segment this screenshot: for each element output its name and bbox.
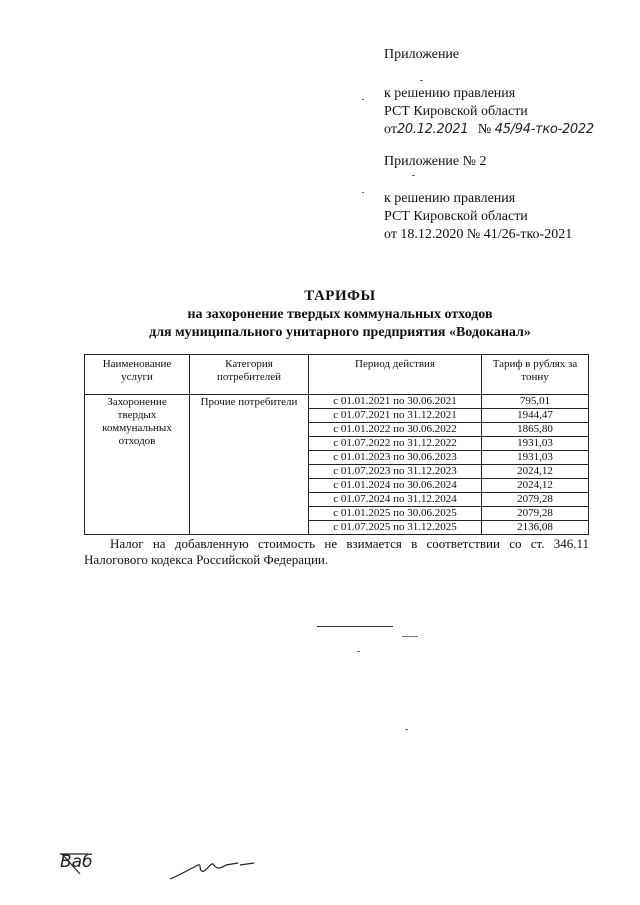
scan-speck xyxy=(362,192,364,193)
cell-tariff: 795,01 xyxy=(482,395,589,409)
cell-tariff: 2079,28 xyxy=(482,493,589,507)
cell-tariff: 1865,80 xyxy=(482,423,589,437)
vat-note xyxy=(84,536,589,568)
scan-speck xyxy=(420,80,423,81)
header-category: Категория потребителей xyxy=(190,355,309,395)
decision-line-2: к решению правления xyxy=(384,191,516,206)
header-period: Период действия xyxy=(309,355,482,395)
cell-period: с 01.01.2025 по 30.06.2025 xyxy=(309,507,482,521)
header-service: Наименование услуги xyxy=(85,355,190,395)
scan-speck xyxy=(405,729,408,730)
document-subtitle-2: для муниципального унитарного предприятия «Водоканал» xyxy=(149,325,531,340)
scan-speck xyxy=(362,99,364,100)
number-prefix: № xyxy=(477,122,492,137)
separator-line xyxy=(317,626,393,627)
cell-tariff: 2024,12 xyxy=(482,479,589,493)
cell-tariff: 1931,03 xyxy=(482,451,589,465)
cell-period: с 01.07.2024 по 31.12.2024 xyxy=(309,493,482,507)
date-prefix: от xyxy=(384,122,397,137)
table-row xyxy=(85,395,589,409)
org-line: РСТ Кировской области xyxy=(384,104,528,119)
tariff-table-body xyxy=(85,395,589,535)
table-header-row xyxy=(85,355,589,395)
handwritten-date: 20.12.2021 xyxy=(396,122,469,137)
vat-note-text: Налог на добавленную стоимость не взимается в соответствии со ст. 346.11 Налогового кодекса Российской Федерации. xyxy=(84,536,589,567)
signature-mark xyxy=(168,855,258,885)
decision-date-line xyxy=(384,121,594,139)
cell-tariff: 1931,03 xyxy=(482,437,589,451)
cell-period: с 01.07.2023 по 31.12.2023 xyxy=(309,465,482,479)
header-tariff: Тариф в рублях за тонну xyxy=(482,355,589,395)
scan-speck xyxy=(357,651,360,652)
cell-tariff: 1944,47 xyxy=(482,409,589,423)
cell-period: с 01.07.2021 по 31.12.2021 xyxy=(309,409,482,423)
cell-tariff: 2024,12 xyxy=(482,465,589,479)
handwritten-number: 45/94-тко-2022 xyxy=(494,122,594,137)
cell-period: с 01.01.2024 по 30.06.2024 xyxy=(309,479,482,493)
separator-dash xyxy=(402,636,418,637)
cell-period: с 01.07.2025 по 31.12.2025 xyxy=(309,521,482,535)
cell-tariff: 2136,08 xyxy=(482,521,589,535)
initials-text: Ваб xyxy=(60,852,93,872)
tariff-table xyxy=(84,354,589,535)
appendix2-label: Приложение № 2 xyxy=(384,154,487,169)
reference-line: от 18.12.2020 № 41/26-тко-2021 xyxy=(384,227,573,242)
document-subtitle-1: на захоронение твердых коммунальных отходов xyxy=(187,307,493,322)
initials-stroke xyxy=(58,848,98,878)
cell-period: с 01.01.2022 по 30.06.2022 xyxy=(309,423,482,437)
decision-line: к решению правления xyxy=(384,86,516,101)
cell-service: Захоронение твердых коммунальных отходов xyxy=(85,395,190,535)
appendix-label: Приложение xyxy=(384,47,460,62)
cell-period: с 01.01.2021 по 30.06.2021 xyxy=(309,395,482,409)
scan-speck xyxy=(412,175,415,176)
cell-tariff: 2079,28 xyxy=(482,507,589,521)
org-line-2: РСТ Кировской области xyxy=(384,209,528,224)
document-title: ТАРИФЫ xyxy=(304,288,376,304)
cell-category: Прочие потребители xyxy=(190,395,309,535)
cell-period: с 01.01.2023 по 30.06.2023 xyxy=(309,451,482,465)
cell-period: с 01.07.2022 по 31.12.2022 xyxy=(309,437,482,451)
